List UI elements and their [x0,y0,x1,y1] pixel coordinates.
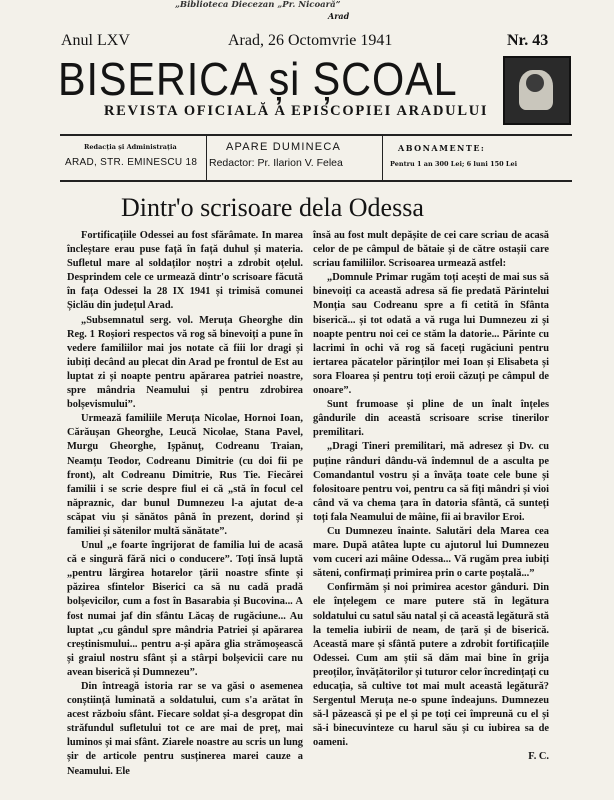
issue-line [61,32,561,52]
info-editor [206,136,383,180]
article-left-column [67,229,303,779]
info-admin [60,136,207,180]
masthead-title: BISERICA și ȘCOAL [58,53,458,105]
issue-number: Nr. 43 [507,32,549,49]
portrait-seal [503,56,571,125]
article-signature: F. C. [528,751,549,763]
schedule-label: APARE DUMINECA [226,141,341,153]
paragraph: „Domnule Primar rugăm toți acești de mai sus să binevoiți ca această adresa să fie predată Părintelui Monția sau Codreanu spre a fi cetită în Sfânta biserică... și tot odată a vă ruga lui Dumnezeu zi și noapte pentru noi cei ce stăm la datorie... Părinte cu lacrimi în ochi vă rog să faceți rugăciuni pentru iertarea păcatelor părinților mei Ioan și Elisabeta și sora Floarea și pentru toți eroii căzuți pe câmpul de onoare”. [313,272,549,397]
paragraph: Unul „e foarte îngrijorat de familia lui de acasă că e singură fără nici o conducere”. Toți însă luptă „pentru lărgirea hotarelor țării noastre sfinte și păzirea sfintelor Biserici ca să nu cadă pradă bolșevicilor, cum a fost în Basarabia și Bucovina... A fost numai jaf din sfântu Lăcaș de rugăciune... Au luptat „cu gândul spre mândria Patriei și apărarea creștinismului... pentru a-și apăra glia strămoșească și graiul nostru sfânt și a stârpi bolșevicii care nu avean biserică și Dumnezeu”. [67,540,303,678]
library-stamp-place: Arad [328,11,350,21]
paragraph: „Dragi Tineri premilitari, mă adresez și Dv. cu puține rânduri dându-vă îndemnul de a asculta pe Comandantul vostru și a învăța toate cele bune și folositoare pentru voi, pentru ca să fiți mândri și vioi când vă va chema țara în datoria sfântă, că sunteți toți fala Neamului de mâine, fii ai bravilor Eroi. [313,441,549,523]
admin-address: ARAD, STR. EMINESCU 18 [65,157,198,168]
admin-label: Redacția și Administrația [84,143,177,151]
editor-label: Redactor: Pr. Ilarion V. Felea [209,157,343,169]
masthead-subtitle: REVISTA OFICIALĂ A EPISCOPIEI ARADULUI [104,103,489,119]
issue-place-date: Arad, 26 Octomvrie 1941 [228,32,393,49]
subscriptions-price: Pentru 1 an 300 Lei; 6 luni 150 Lei [390,160,518,168]
paragraph: Din întreagă istoria rar se va găsi o asemenea conștiință luminată a soldatului, cum s'a arătat în acest războiu sfânt. Fiecare soldat și-a desgropat din străfundul sufletului tot ce are mai de preț, mai luminos și mai sfânt. Ziarele noastre au scris un lung șir de articole pentru susținerea marei cauze a Neamului. Ele [67,681,303,777]
paragraph: Fortificațiile Odessei au fost sfărâmate. In marea încleștare erau puse față în față duhul și materia. Sufletul mare al soldaților noștri a zdrobit oțelul. Desprindem cele ce urmează dintr'o scrisoare făcută în fața Odessei la 28 IX 1941 și trimisă comunei Șiclău din județul Arad. [67,230,303,312]
paragraph: Urmează familiile Meruța Nicolae, Hornoi Ioan, Cărăușan Gheorghe, Leucă Nicolae, Stana Pavel, Murgu Gheorghe, Ișpănuț, Codreanu Traian, Neamțu Teodor, Codreanu Dimitrie (cu doi fii pe front), alt Codreanu Dimitrie, Rus Tie. Fiecărei familii i se scrie despre fiul ei că „stă în focul cel năpraznic, dar bunul Dumnezeu l-a ajutat de-a scăpat viu și sănătos până în prezent, dorind și familiei și sătenilor multă sănătate”. [67,413,303,537]
library-stamp: „Biblioteca Diecezan „Pr. Nicoară” [175,0,341,10]
article-right-column [313,229,549,765]
paragraph: însă au fost mult depășite de cei care scriau de acasă celor de pe câmpul de bătaie și de către ostașii care scriau familiilor. Scrisoarea urmează astfel: [313,230,549,270]
paragraph: Confirmăm și noi primirea acestor gânduri. Din ele înțelegem ce mare putere stă în legătura soldatului cu satul său natal și că această legătură stă la temelia iubirii de neam, de țară și de biserică. Această mare și sfântă putere a zdrobit fortificațiile Odessei. Cum am știi să dăm mai bine în grija preoților, învățătorilor și tuturor celor încredințați cu educația, să cultive tot mai mult această legătură? Sergentul Meruța ne-o spune îndeajuns. Dumnezeu să-l păzească și pe el și pe toți cei împreună cu el și să-i binecuvinteze cu harul său și cu iubirea sa de oameni. [313,582,549,749]
paragraph: Sunt frumoase și pline de un înalt înțeles gândurile din această scrisoare scrise tinerilor premilitari. [313,399,549,439]
issue-year: Anul LXV [61,32,130,49]
info-subscriptions [382,136,572,180]
info-bar [60,134,572,182]
subscriptions-label: ABONAMENTE: [398,143,486,153]
paragraph: Cu Dumnezeu înainte. Salutări dela Marea cea mare. După atâtea lupte cu ajutorul lui Dumnezeu vom cuceri azi mâine Odessa... Vă rugăm prea iubiți săteni, confirmați primirea prin o carte poștală...” [313,525,549,580]
paragraph: „Subsemnatul serg. vol. Meruța Gheorghe din Reg. 1 Roșiori respectos vă rog să binevoiți a pune în vedere familiilor mai jos notate că fiii lor dragi și iubiți decând au plecat din Arad pe frontul de Est au luptat zi și noapte pentru apărarea patriei noastre, spre mândria Neamului și pentru zdrobirea bolșevismului”. [67,314,303,411]
article-headline: Dintr'o scrisoare dela Odessa [121,193,424,222]
